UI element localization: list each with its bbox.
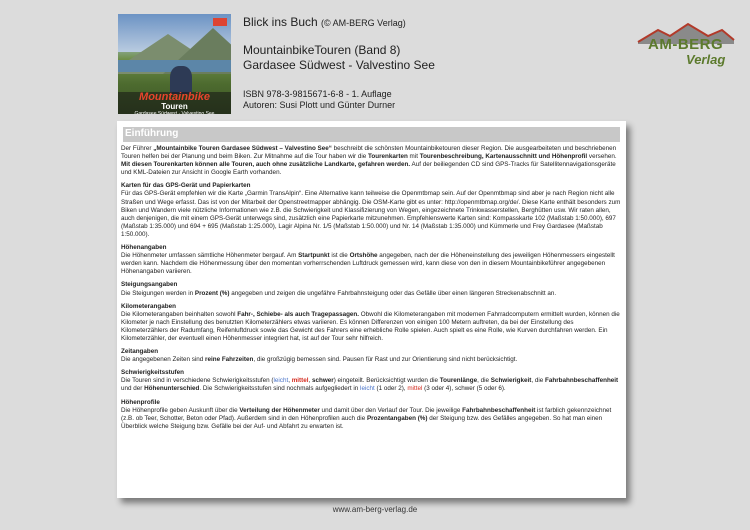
page-content xyxy=(121,145,621,436)
km-paragraph xyxy=(121,311,621,343)
text: (5 oder 6). xyxy=(474,385,506,393)
text: Die angegebenen Zeiten sind xyxy=(121,356,206,364)
book-cover[interactable] xyxy=(118,14,231,114)
heading-schwierigkeit: Schwierigkeitsstufen xyxy=(121,369,184,377)
schwierigkeit-paragraph xyxy=(121,377,621,393)
book-name: „Mountainbike Touren Gardasee Südwest – Valvestino See“ xyxy=(153,145,332,152)
logo-text-brand: AM-BERG xyxy=(648,36,724,53)
publisher-note: (© AM-BERG Verlag) xyxy=(321,18,406,28)
text: ist farblich gekennzeichnet (z.B. ob Teer, Schotter, Beton oder Pfad). Außerdem sind in den Höhenprofilen auch die xyxy=(121,406,612,422)
level-schwer: schwer xyxy=(312,377,334,385)
text: Die Kilometerangaben beinhalten sowohl xyxy=(121,310,238,318)
text: . Die Schwierigkeitsstufen sind nochmals aufgegliedert in xyxy=(199,385,361,393)
heading-zeit: Zeitangaben xyxy=(121,348,159,356)
cover-title: Mountainbike xyxy=(139,91,210,103)
text: Auf der beiliegenden CD sind GPS-Tracks für Satellitennavigationsgeräte und KML-Dateien zur Ansicht in Google Earth vorhanden. xyxy=(121,161,616,177)
section-title: Einführung xyxy=(125,128,179,139)
text: der Steigung bzw. des Gefälles angegeben. So hat man einen Überblick welche Steigung bzw. Gefälle bei der Auf- und Abfahrt zu erwarten ist. xyxy=(121,414,603,430)
text: ) eingeteilt. Berücksichtigt wurden die xyxy=(333,377,440,385)
am-berg-logo[interactable] xyxy=(636,22,736,72)
emphasis: Schwierigkeit xyxy=(490,377,532,385)
level-schwer: schwer xyxy=(454,385,475,393)
emphasis: Mit diesen Tourenkarten können alle Touren, auch ohne zusätzliche Landkarte, gefahren werden. xyxy=(121,161,411,169)
emphasis: Fahr-, Schiebe- als auch Tragepassagen. xyxy=(237,310,360,318)
book-info xyxy=(243,15,543,111)
hoehen-paragraph xyxy=(121,252,621,276)
text: Die Touren sind in verschiedene Schwierigkeitsstufen ( xyxy=(121,377,274,385)
heading-hoehenprofile: Höhenprofile xyxy=(121,398,160,406)
footer-url[interactable]: www.am-berg-verlag.de xyxy=(332,505,418,514)
text: , die xyxy=(477,377,491,385)
emphasis: Fahrbahnbeschaffenheit xyxy=(462,406,536,414)
text: Die Höhenmeter umfassen sämtliche Höhenmeter bergauf. Am xyxy=(121,252,299,260)
emphasis: Prozentangaben (%) xyxy=(366,414,428,422)
cover-region: Gardasee Südwest · Valvestino See xyxy=(134,111,215,114)
heading-kilometer: Kilometerangaben xyxy=(121,302,176,310)
text: (3 oder 4), xyxy=(422,385,455,393)
text: Die Höhenprofile geben Auskunft über die xyxy=(121,406,240,414)
logo-text-verlag: Verlag xyxy=(686,52,726,67)
cover-rider xyxy=(170,66,192,94)
emphasis: Tourenbeschreibung, Kartenausschnitt und Höhenprofil xyxy=(419,153,588,161)
emphasis: reine Fahrzeiten xyxy=(205,356,254,364)
cover-title-band xyxy=(118,92,231,114)
blick-label: Blick ins Buch xyxy=(243,15,318,29)
profil-paragraph xyxy=(121,407,621,431)
book-meta xyxy=(243,89,543,111)
emphasis: Tourenlänge xyxy=(439,377,478,385)
emphasis: Verteilung der Höhenmeter xyxy=(239,406,320,414)
text: Die Steigungen werden in xyxy=(121,289,195,297)
book-title-line2: Gardasee Südwest - Valvestino See xyxy=(243,58,435,72)
text: versehen. xyxy=(587,153,617,161)
level-leicht: leicht xyxy=(360,385,375,393)
heading-hoehenangaben: Höhenangaben xyxy=(121,244,167,252)
text: und der xyxy=(121,385,145,393)
text: Obwohl die Kilometerangaben mit modernen Fahrradcomputern ermittelt wurden, können die Kilometer je nach Einstellung des benutzten Kilometerzählers etwas variieren. Es können Differenzen von einigen 100 Metern auftreten, da bei der Einstellung des Kilometerzählers der Radumfang, Reifenluftdruck sowie das Gewicht des Fahrers eine erhebliche Rolle spielen. Auch spielt es eine Rolle, wie Kurven durchfahren werden. Ein Kilometerzähler, der eventuell einen Höhenmesser integriert hat, ist auf der Tour sehr hilfreich. xyxy=(121,310,620,342)
heading-karten: Karten für das GPS-Gerät und Papierkarten xyxy=(121,182,251,190)
text: Der Führer xyxy=(121,145,154,152)
text: und damit über den Verlauf der Tour. Die jeweilige xyxy=(319,406,463,414)
emphasis: Prozent (%) xyxy=(194,289,230,297)
book-title-line1: MountainbikeTouren (Band 8) xyxy=(243,43,401,57)
emphasis: Ortshöhe xyxy=(349,252,378,260)
level-mittel: mittel xyxy=(407,385,423,393)
level-mittel: mittel xyxy=(291,377,309,385)
steigung-paragraph xyxy=(121,290,621,298)
text: angegeben, nach der die Höheneinstellung des jeweiligen Höhenmessers eingestellt werden kann. Nachdem die Höhenmessung über den momentan vorherrschenden Luftdruck gemessen wird, kann diese von den in diesem Mountainbikeführer angegebenen Höhenangaben variieren. xyxy=(121,252,615,276)
isbn: ISBN 978-3-9815671-6-8 - 1. Auflage xyxy=(243,89,392,99)
zeit-paragraph xyxy=(121,356,621,364)
text: beschreibt die schönsten Mountainbiketouren dieser Region. Die ausgearbeiteten und beschriebenen Touren helfen bei der Planung und beim Biken. Zur Mitnahme auf die Tour haben wir die xyxy=(121,145,617,161)
text: , xyxy=(288,377,292,385)
intro-paragraph xyxy=(121,145,621,177)
authors: Autoren: Susi Plott und Günter Durner xyxy=(243,100,396,110)
level-leicht: leicht xyxy=(273,377,289,385)
cover-badge xyxy=(213,18,227,26)
text: , xyxy=(308,377,312,385)
emphasis: Tourenkarten xyxy=(368,153,408,161)
cover-subtitle: Touren xyxy=(161,102,188,111)
text: mit xyxy=(407,153,420,161)
emphasis: Startpunkt xyxy=(298,252,330,260)
page-sheet xyxy=(117,121,626,498)
emphasis: Fahrbahnbeschaffenheit xyxy=(545,377,619,385)
text: , die großzügig bemessen sind. Pausen für Rast und zur Orientierung sind nicht berücksichtigt. xyxy=(253,356,518,364)
text: (1 oder 2), xyxy=(374,385,408,393)
blick-ins-buch xyxy=(243,15,543,29)
text: angegeben und zeigen die ungefähre Fahrbahnsteigung oder das Gefälle über einen längeren Streckenabschnitt an. xyxy=(229,289,557,297)
karten-paragraph: Für das GPS-Gerät empfehlen wir die Karte „Garmin TransAlpin“. Eine Alternative kann teilweise die Openmtbmap sein. Auf der Openmtbmap sind aber je nach Region nicht alle Straßen und Wege erfasst. Das ist von der Mitarbeit der Openstreetmapper abhängig. Die OSM-Karte gibt es unter: http://openmtbmap.org/de/. Diese Karte enthält besonders zum Biken und Wandern viele nützliche Informationen wie z.B. die Schwierigkeit und Klassifizierung von Wegen, eingezeichnete Trinkwasserstellen, Berghütten usw. Wir raten allen, auch denjenigen, die mit einem GPS-Gerät unterwegs sind, zusätzlich eine Papierkarte mitzunehmen. Empfehlenswerte Karten sind: Kompasskarte 102 (Maßstab 1:50.000), 697 (Maßstab 1:35.000) und 694 + 695 (Maßstab 1:25.000), Lagir Alpina Nr. 1/5 (Maßstab 1:50.000) und Nr. 14 (Maßstab 1:35.000) und Kümmerle und Frey Gardasee (Maßstab 1:50.000). xyxy=(121,190,621,238)
book-title xyxy=(243,43,543,73)
emphasis: Höhenunterschied xyxy=(144,385,200,393)
heading-steigung: Steigungsangaben xyxy=(121,281,178,289)
header-area xyxy=(0,0,750,118)
text: , die xyxy=(531,377,546,385)
text: ist die xyxy=(329,252,350,260)
section-header xyxy=(123,127,620,142)
